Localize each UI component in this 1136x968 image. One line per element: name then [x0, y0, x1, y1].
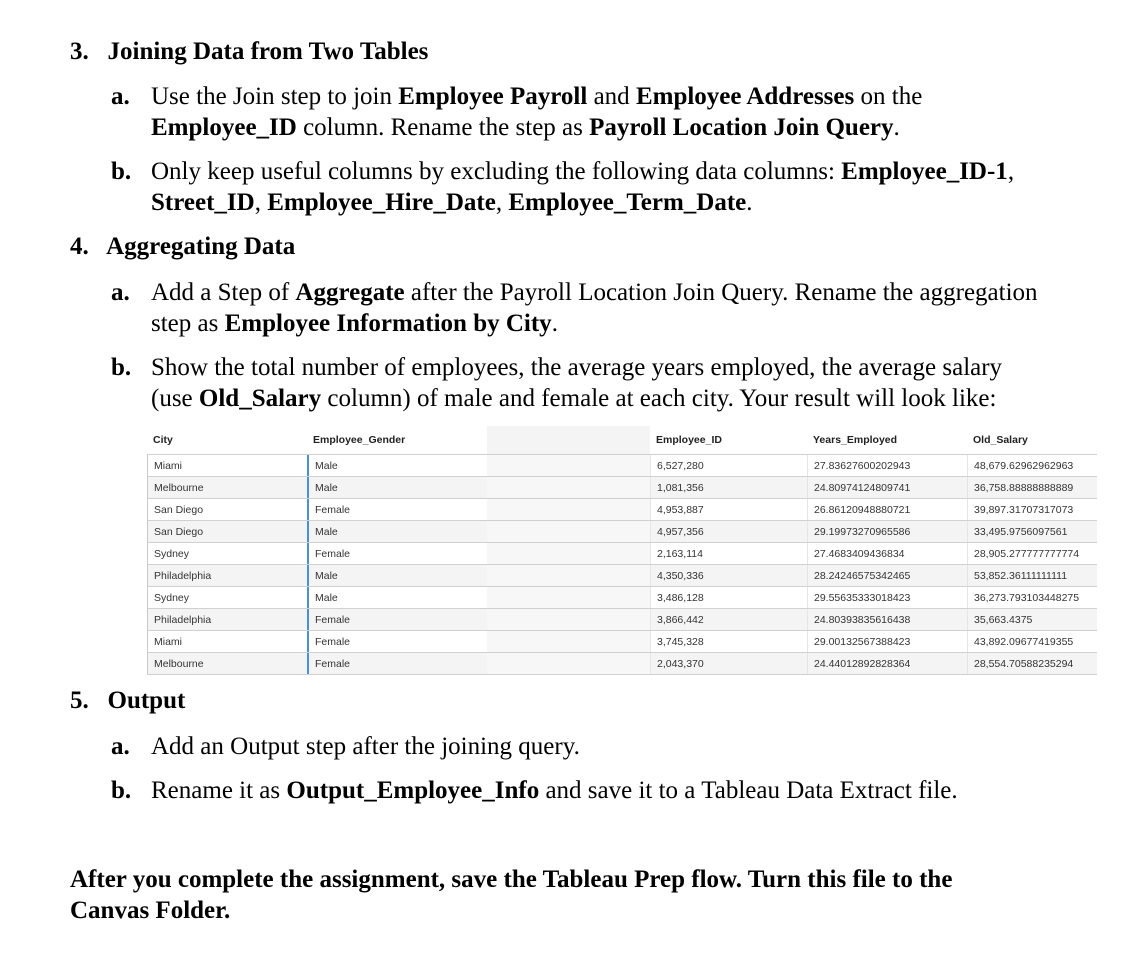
- cell-years-employed: 29.19973270965586: [807, 521, 967, 542]
- column-header-spacer: [487, 426, 650, 454]
- result-table: [147, 426, 1097, 675]
- step-3a-line2: Employee_ID column. Rename the step as Payroll Location Join Query.: [151, 114, 900, 141]
- section-title: Aggregating Data: [106, 233, 296, 260]
- cell-spacer: [487, 521, 650, 542]
- cell-city: Philadelphia: [147, 565, 307, 586]
- section-number: 3.: [70, 38, 89, 65]
- closing-line-1: After you complete the assignment, save the Tableau Prep flow. Turn this file to the: [70, 866, 953, 893]
- cell-employee-gender: Female: [307, 609, 487, 630]
- table-row: [147, 630, 1097, 652]
- cell-years-employed: 27.4683409436834: [807, 543, 967, 564]
- cell-employee-gender: Female: [307, 499, 487, 520]
- cell-years-employed: 24.80393835616438: [807, 609, 967, 630]
- cell-city: Miami: [147, 455, 307, 476]
- cell-employee-id: 4,350,336: [650, 565, 807, 586]
- cell-old-salary: 28,554.70588235294: [967, 653, 1097, 674]
- cell-old-salary: 28,905.277777777774: [967, 543, 1097, 564]
- cell-employee-id: 4,957,356: [650, 521, 807, 542]
- cell-old-salary: 33,495.9756097561: [967, 521, 1097, 542]
- column-header-employee-gender[interactable]: Employee_Gender: [313, 434, 406, 446]
- cell-employee-gender: Male: [307, 477, 487, 498]
- section-4-heading: [70, 233, 295, 261]
- cell-years-employed: 29.55635333018423: [807, 587, 967, 608]
- step-3b-line1: Only keep useful columns by excluding the following data columns: Employee_ID-1,: [151, 158, 1015, 185]
- step-3a-line1: Use the Join step to join Employee Payroll and Employee Addresses on the: [151, 83, 923, 110]
- item-letter: b.: [111, 777, 132, 804]
- cell-employee-id: 6,527,280: [650, 455, 807, 476]
- cell-employee-gender: Female: [307, 631, 487, 652]
- cell-employee-gender: Female: [307, 653, 487, 674]
- cell-old-salary: 36,273.793103448275: [967, 587, 1097, 608]
- cell-employee-gender: Male: [307, 455, 487, 476]
- table-row: [147, 608, 1097, 630]
- step-4a: [111, 277, 130, 308]
- step-5b-line1: Rename it as Output_Employee_Info and save it to a Tableau Data Extract file.: [151, 777, 958, 804]
- cell-old-salary: 39,897.31707317073: [967, 499, 1097, 520]
- cell-spacer: [487, 455, 650, 476]
- cell-years-employed: 28.24246575342465: [807, 565, 967, 586]
- cell-old-salary: 53,852.36111111111: [967, 565, 1097, 586]
- table-row: [147, 564, 1097, 586]
- item-letter: b.: [111, 354, 132, 381]
- cell-city: Melbourne: [147, 477, 307, 498]
- table-row: [147, 454, 1097, 476]
- column-header-employee-id[interactable]: Employee_ID: [656, 434, 722, 446]
- section-title: Output: [107, 687, 186, 714]
- cell-old-salary: 35,663.4375: [967, 609, 1097, 630]
- section-3-heading: [70, 38, 428, 66]
- cell-employee-id: 3,486,128: [650, 587, 807, 608]
- step-3b: [111, 156, 131, 187]
- item-letter: a.: [111, 279, 130, 306]
- cell-city: Philadelphia: [147, 609, 307, 630]
- cell-old-salary: 36,758.88888888889: [967, 477, 1097, 498]
- step-3a: [111, 81, 130, 112]
- step-4b-line1: Show the total number of employees, the average years employed, the average salary: [151, 354, 1003, 381]
- cell-employee-id: 3,745,328: [650, 631, 807, 652]
- cell-spacer: [487, 609, 650, 630]
- table-row: [147, 542, 1097, 564]
- cell-spacer: [487, 477, 650, 498]
- cell-years-employed: 29.00132567388423: [807, 631, 967, 652]
- section-number: 4.: [70, 233, 89, 260]
- closing-line-2: Canvas Folder.: [70, 897, 231, 924]
- cell-city: Melbourne: [147, 653, 307, 674]
- table-header-row: [147, 426, 1097, 454]
- step-5b: [111, 775, 131, 806]
- cell-city: San Diego: [147, 521, 307, 542]
- cell-years-employed: 24.80974124809741: [807, 477, 967, 498]
- item-letter: a.: [111, 733, 130, 760]
- cell-old-salary: 48,679.62962962963: [967, 455, 1097, 476]
- column-header-old-salary[interactable]: Old_Salary: [973, 434, 1028, 446]
- cell-old-salary: 43,892.09677419355: [967, 631, 1097, 652]
- cell-city: Miami: [147, 631, 307, 652]
- step-5a: [111, 731, 130, 762]
- cell-employee-gender: Male: [307, 565, 487, 586]
- column-header-city[interactable]: City: [153, 434, 173, 446]
- step-4b-line2: (use Old_Salary column) of male and female at each city. Your result will look like:: [151, 385, 997, 412]
- cell-spacer: [487, 653, 650, 674]
- table-row: [147, 476, 1097, 498]
- cell-years-employed: 26.86120948880721: [807, 499, 967, 520]
- cell-city: Sydney: [147, 543, 307, 564]
- step-4a-line2: step as Employee Information by City.: [151, 310, 558, 337]
- table-row: [147, 652, 1097, 674]
- item-letter: b.: [111, 158, 132, 185]
- step-4a-line1: Add a Step of Aggregate after the Payroll Location Join Query. Rename the aggregation: [151, 279, 1038, 306]
- table-body: [147, 454, 1097, 675]
- table-row: [147, 586, 1097, 608]
- table-row: [147, 498, 1097, 520]
- section-number: 5.: [70, 687, 89, 714]
- cell-spacer: [487, 543, 650, 564]
- step-5a-line1: Add an Output step after the joining query.: [151, 733, 580, 760]
- cell-employee-id: 2,163,114: [650, 543, 807, 564]
- cell-employee-id: 1,081,356: [650, 477, 807, 498]
- cell-city: San Diego: [147, 499, 307, 520]
- column-header-years-employed[interactable]: Years_Employed: [813, 434, 898, 446]
- cell-employee-gender: Female: [307, 543, 487, 564]
- cell-years-employed: 27.83627600202943: [807, 455, 967, 476]
- cell-spacer: [487, 587, 650, 608]
- section-title: Joining Data from Two Tables: [107, 38, 429, 65]
- cell-employee-id: 2,043,370: [650, 653, 807, 674]
- cell-spacer: [487, 631, 650, 652]
- step-3b-line2: Street_ID, Employee_Hire_Date, Employee_Term_Date.: [151, 189, 753, 216]
- table-row: [147, 520, 1097, 542]
- cell-spacer: [487, 565, 650, 586]
- cell-spacer: [487, 499, 650, 520]
- cell-employee-gender: Male: [307, 587, 487, 608]
- item-letter: a.: [111, 83, 130, 110]
- cell-employee-id: 3,866,442: [650, 609, 807, 630]
- section-5-heading: [70, 687, 185, 715]
- cell-employee-gender: Male: [307, 521, 487, 542]
- cell-employee-id: 4,953,887: [650, 499, 807, 520]
- cell-years-employed: 24.44012892828364: [807, 653, 967, 674]
- step-4b: [111, 352, 131, 383]
- cell-city: Sydney: [147, 587, 307, 608]
